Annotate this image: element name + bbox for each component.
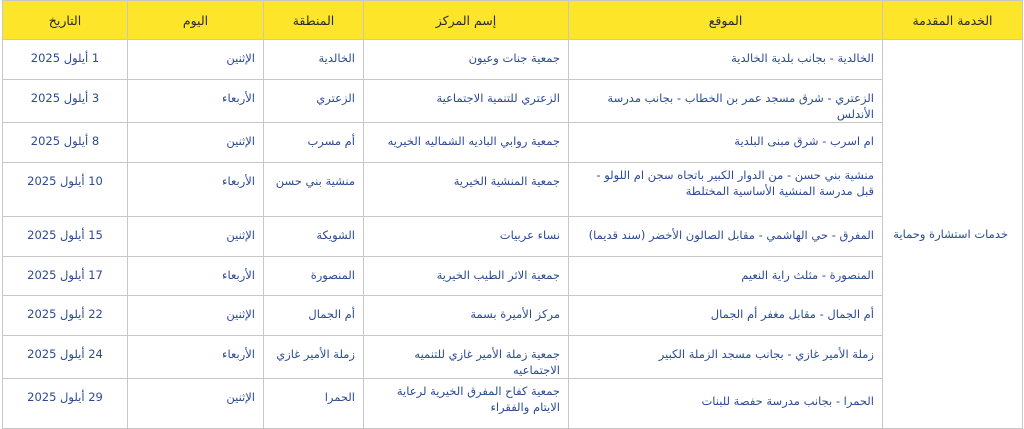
region-text: أم الجمال	[308, 307, 355, 321]
day-cell	[128, 296, 264, 336]
day-text: الأربعاء	[222, 347, 255, 361]
location-text: أم الجمال - مقابل مغفر أم الجمال	[710, 307, 874, 321]
center-text: نساء عربيات	[499, 228, 560, 242]
service-cell	[883, 40, 1023, 429]
table-row	[3, 379, 1023, 429]
day-text: الإثنين	[226, 228, 255, 242]
region-text: أم مسرب	[307, 134, 355, 148]
day-cell	[128, 123, 264, 163]
region-text: الحمرا	[324, 390, 355, 404]
date-cell	[3, 80, 128, 123]
table-row	[3, 123, 1023, 163]
date-cell	[3, 163, 128, 217]
region-cell	[264, 40, 364, 80]
region-cell	[264, 379, 364, 429]
table-row	[3, 40, 1023, 80]
region-text: الشويكة	[316, 228, 355, 242]
center-cell	[364, 379, 569, 429]
center-text: جمعية كفاح المفرق الخيرية لرعاية الايتام والفقراء	[396, 384, 560, 414]
location-text: الزعتري - شرق مسجد عمر بن الخطاب - بجانب مدرسة الأندلس	[607, 91, 874, 121]
table-row	[3, 217, 1023, 257]
center-cell	[364, 336, 569, 379]
center-cell	[364, 257, 569, 296]
region-text: المنصورة	[310, 268, 355, 282]
location-text: الحمرا - بجانب مدرسة حفصة للبنات	[701, 394, 874, 408]
region-cell	[264, 336, 364, 379]
day-text: الأربعاء	[222, 174, 255, 188]
service-label: خدمات استشارة وحماية	[893, 227, 1008, 241]
header-location: الموقع	[569, 1, 883, 40]
region-cell	[264, 217, 364, 257]
location-text: الخالدية - بجانب بلدية الخالدية	[731, 51, 874, 65]
date-text: 24 أيلول 2025	[27, 347, 103, 361]
date-text: 29 أيلول 2025	[27, 390, 103, 404]
center-text: جمعية المنشية الخيرية	[453, 174, 560, 188]
day-cell	[128, 80, 264, 123]
location-text: ام اسرب - شرق مبنى البلدية	[734, 134, 874, 148]
table-row	[3, 80, 1023, 123]
day-cell	[128, 217, 264, 257]
location-cell	[569, 217, 883, 257]
center-cell	[364, 40, 569, 80]
schedule-table	[2, 0, 1023, 429]
location-text: منشية بني حسن - من الدوار الكبير باتجاه سجن ام اللولو - قبل مدرسة المنشية الأساسية المختلطة	[596, 168, 874, 198]
location-cell	[569, 80, 883, 123]
date-cell	[3, 40, 128, 80]
region-text: منشية بني حسن	[275, 174, 355, 188]
center-cell	[364, 123, 569, 163]
region-text: الخالدية	[318, 51, 355, 65]
center-text: جمعية زملة الأمير غازي للتنميه الاجتماعيه	[414, 347, 560, 377]
day-cell	[128, 336, 264, 379]
center-text: جمعية الاثر الطيب الخيرية	[436, 268, 560, 282]
region-text: الزعتري	[316, 91, 355, 105]
date-text: 3 أيلول 2025	[30, 91, 100, 105]
date-text: 15 أيلول 2025	[27, 228, 103, 242]
center-text: جمعية روابي الباديه الشماليه الخيريه	[387, 134, 560, 148]
date-text: 8 أيلول 2025	[30, 134, 100, 148]
day-text: الإثنين	[226, 390, 255, 404]
date-text: 1 أيلول 2025	[30, 51, 100, 65]
location-text: زملة الأمير غازي - بجانب مسجد الزملة الكبير	[658, 347, 874, 361]
header-row	[3, 1, 1023, 40]
region-text: زملة الأمير غازي	[276, 347, 355, 361]
center-cell	[364, 80, 569, 123]
center-text: جمعية جنات وعيون	[468, 51, 560, 65]
location-cell	[569, 379, 883, 429]
location-cell	[569, 336, 883, 379]
date-cell	[3, 257, 128, 296]
location-cell	[569, 40, 883, 80]
header-center: إسم المركز	[364, 1, 569, 40]
header-service: الخدمة المقدمة	[883, 1, 1023, 40]
table-row	[3, 336, 1023, 379]
date-text: 17 أيلول 2025	[27, 268, 103, 282]
header-region: المنطقة	[264, 1, 364, 40]
date-cell	[3, 379, 128, 429]
region-cell	[264, 123, 364, 163]
location-text: المفرق - حي الهاشمي - مقابل الصالون الأخضر (سند قديما)	[588, 228, 874, 242]
date-cell	[3, 217, 128, 257]
date-cell	[3, 123, 128, 163]
day-text: الإثنين	[226, 51, 255, 65]
table-row	[3, 257, 1023, 296]
region-cell	[264, 80, 364, 123]
location-cell	[569, 163, 883, 217]
center-cell	[364, 163, 569, 217]
day-text: الأربعاء	[222, 91, 255, 105]
day-cell	[128, 40, 264, 80]
center-cell	[364, 217, 569, 257]
date-text: 22 أيلول 2025	[27, 307, 103, 321]
center-text: الزعتري للتنمية الاجتماعية	[436, 91, 560, 105]
region-cell	[264, 296, 364, 336]
center-text: مركز الأميرة بسمة	[470, 307, 560, 321]
table-row	[3, 163, 1023, 217]
location-text: المنصورة - مثلث راية النعيم	[741, 268, 874, 282]
center-cell	[364, 296, 569, 336]
day-cell	[128, 379, 264, 429]
location-cell	[569, 257, 883, 296]
table-row	[3, 296, 1023, 336]
date-cell	[3, 336, 128, 379]
day-text: الإثنين	[226, 134, 255, 148]
location-cell	[569, 296, 883, 336]
day-cell	[128, 163, 264, 217]
date-cell	[3, 296, 128, 336]
day-text: الأربعاء	[222, 268, 255, 282]
day-cell	[128, 257, 264, 296]
date-text: 10 أيلول 2025	[27, 174, 103, 188]
region-cell	[264, 257, 364, 296]
day-text: الإثنين	[226, 307, 255, 321]
header-date: التاريخ	[3, 1, 128, 40]
location-cell	[569, 123, 883, 163]
header-day: اليوم	[128, 1, 264, 40]
region-cell	[264, 163, 364, 217]
